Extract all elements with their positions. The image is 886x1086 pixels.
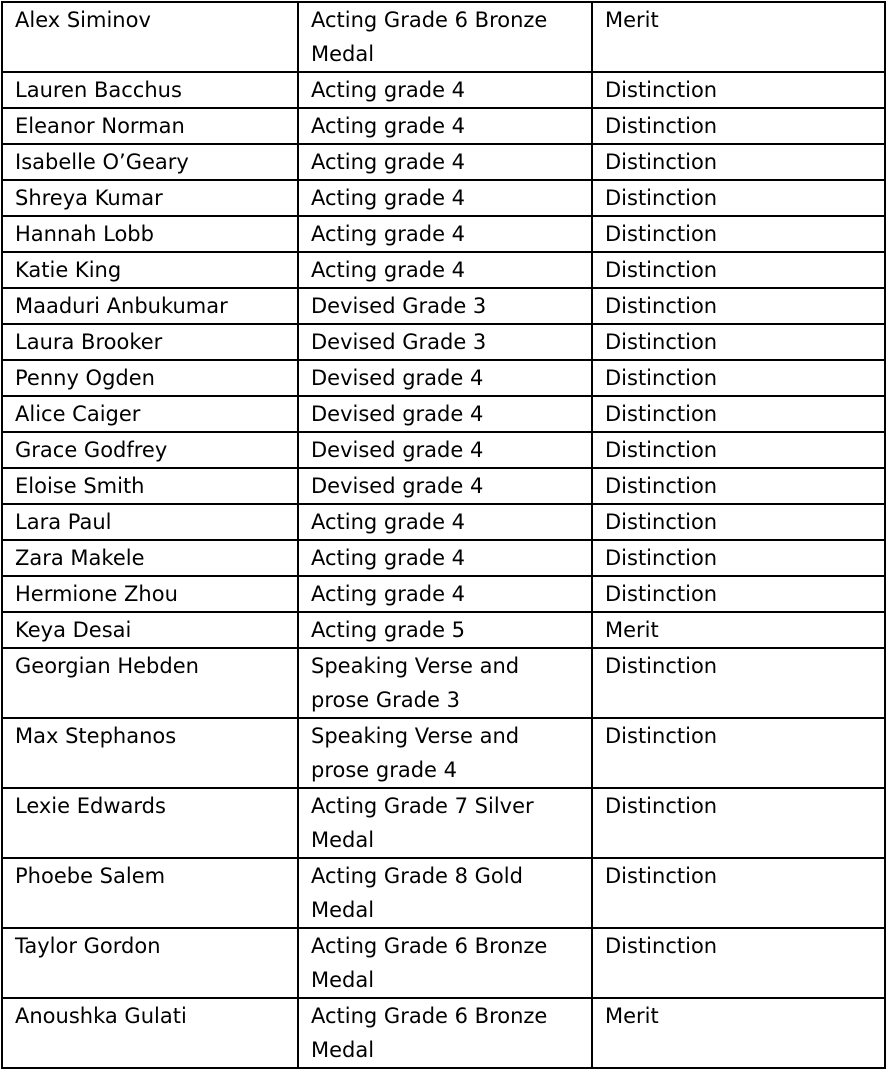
table-row bbox=[2, 576, 885, 612]
table-row bbox=[2, 2, 885, 72]
student-name-cell: Alice Caiger bbox=[2, 396, 298, 432]
table-row bbox=[2, 324, 885, 360]
exam-result-cell: Distinction bbox=[592, 432, 885, 468]
exam-results-body bbox=[2, 2, 885, 1068]
exam-result-cell: Distinction bbox=[592, 108, 885, 144]
student-name-cell: Lara Paul bbox=[2, 504, 298, 540]
table-row bbox=[2, 432, 885, 468]
exam-award-cell: Acting Grade 8 Gold Medal bbox=[298, 858, 592, 928]
table-row bbox=[2, 216, 885, 252]
student-name-cell: Grace Godfrey bbox=[2, 432, 298, 468]
exam-award-cell: Acting grade 5 bbox=[298, 612, 592, 648]
table-row bbox=[2, 928, 885, 998]
table-row bbox=[2, 718, 885, 788]
exam-award-cell: Acting grade 4 bbox=[298, 72, 592, 108]
student-name-cell: Zara Makele bbox=[2, 540, 298, 576]
exam-award-cell: Acting grade 4 bbox=[298, 180, 592, 216]
exam-award-cell: Speaking Verse and prose Grade 3 bbox=[298, 648, 592, 718]
exam-award-cell: Devised grade 4 bbox=[298, 432, 592, 468]
exam-result-cell: Distinction bbox=[592, 648, 885, 718]
student-name-cell: Georgian Hebden bbox=[2, 648, 298, 718]
table-row bbox=[2, 612, 885, 648]
student-name-cell: Taylor Gordon bbox=[2, 928, 298, 998]
student-name-cell: Katie King bbox=[2, 252, 298, 288]
exam-result-cell: Distinction bbox=[592, 288, 885, 324]
exam-result-cell: Distinction bbox=[592, 788, 885, 858]
exam-award-cell: Acting grade 4 bbox=[298, 576, 592, 612]
exam-award-cell: Devised grade 4 bbox=[298, 396, 592, 432]
student-name-cell: Eleanor Norman bbox=[2, 108, 298, 144]
table-row bbox=[2, 858, 885, 928]
exam-result-cell: Merit bbox=[592, 2, 885, 72]
exam-award-cell: Acting Grade 6 Bronze Medal bbox=[298, 998, 592, 1068]
exam-result-cell: Distinction bbox=[592, 180, 885, 216]
table-row bbox=[2, 998, 885, 1068]
exam-result-cell: Distinction bbox=[592, 396, 885, 432]
exam-award-cell: Acting Grade 7 Silver Medal bbox=[298, 788, 592, 858]
table-row bbox=[2, 72, 885, 108]
table-row bbox=[2, 252, 885, 288]
exam-award-cell: Acting grade 4 bbox=[298, 540, 592, 576]
student-name-cell: Max Stephanos bbox=[2, 718, 298, 788]
table-row bbox=[2, 108, 885, 144]
student-name-cell: Penny Ogden bbox=[2, 360, 298, 396]
exam-award-cell: Acting Grade 6 Bronze Medal bbox=[298, 928, 592, 998]
exam-result-cell: Merit bbox=[592, 612, 885, 648]
student-name-cell: Keya Desai bbox=[2, 612, 298, 648]
student-name-cell: Alex Siminov bbox=[2, 2, 298, 72]
exam-result-cell: Distinction bbox=[592, 858, 885, 928]
exam-award-cell: Acting grade 4 bbox=[298, 504, 592, 540]
table-row bbox=[2, 360, 885, 396]
table-row bbox=[2, 144, 885, 180]
exam-result-cell: Distinction bbox=[592, 576, 885, 612]
table-row bbox=[2, 504, 885, 540]
exam-award-cell: Devised Grade 3 bbox=[298, 324, 592, 360]
student-name-cell: Hermione Zhou bbox=[2, 576, 298, 612]
exam-result-cell: Distinction bbox=[592, 216, 885, 252]
exam-result-cell: Distinction bbox=[592, 252, 885, 288]
student-name-cell: Eloise Smith bbox=[2, 468, 298, 504]
exam-award-cell: Speaking Verse and prose grade 4 bbox=[298, 718, 592, 788]
exam-award-cell: Devised grade 4 bbox=[298, 468, 592, 504]
exam-award-cell: Acting grade 4 bbox=[298, 108, 592, 144]
student-name-cell: Isabelle O’Geary bbox=[2, 144, 298, 180]
exam-result-cell: Distinction bbox=[592, 72, 885, 108]
exam-result-cell: Merit bbox=[592, 998, 885, 1068]
exam-results-table bbox=[1, 1, 886, 1069]
exam-result-cell: Distinction bbox=[592, 504, 885, 540]
exam-award-cell: Devised grade 4 bbox=[298, 360, 592, 396]
exam-result-cell: Distinction bbox=[592, 144, 885, 180]
exam-result-cell: Distinction bbox=[592, 928, 885, 998]
student-name-cell: Lauren Bacchus bbox=[2, 72, 298, 108]
exam-award-cell: Acting grade 4 bbox=[298, 144, 592, 180]
exam-result-cell: Distinction bbox=[592, 718, 885, 788]
table-row bbox=[2, 180, 885, 216]
student-name-cell: Anoushka Gulati bbox=[2, 998, 298, 1068]
student-name-cell: Hannah Lobb bbox=[2, 216, 298, 252]
student-name-cell: Shreya Kumar bbox=[2, 180, 298, 216]
table-row bbox=[2, 540, 885, 576]
exam-result-cell: Distinction bbox=[592, 540, 885, 576]
student-name-cell: Laura Brooker bbox=[2, 324, 298, 360]
exam-result-cell: Distinction bbox=[592, 468, 885, 504]
exam-award-cell: Acting grade 4 bbox=[298, 252, 592, 288]
exam-award-cell: Acting Grade 6 Bronze Medal bbox=[298, 2, 592, 72]
exam-award-cell: Acting grade 4 bbox=[298, 216, 592, 252]
student-name-cell: Phoebe Salem bbox=[2, 858, 298, 928]
table-row bbox=[2, 288, 885, 324]
exam-result-cell: Distinction bbox=[592, 360, 885, 396]
table-row bbox=[2, 396, 885, 432]
table-row bbox=[2, 788, 885, 858]
exam-result-cell: Distinction bbox=[592, 324, 885, 360]
table-row bbox=[2, 648, 885, 718]
exam-award-cell: Devised Grade 3 bbox=[298, 288, 592, 324]
student-name-cell: Lexie Edwards bbox=[2, 788, 298, 858]
student-name-cell: Maaduri Anbukumar bbox=[2, 288, 298, 324]
table-row bbox=[2, 468, 885, 504]
